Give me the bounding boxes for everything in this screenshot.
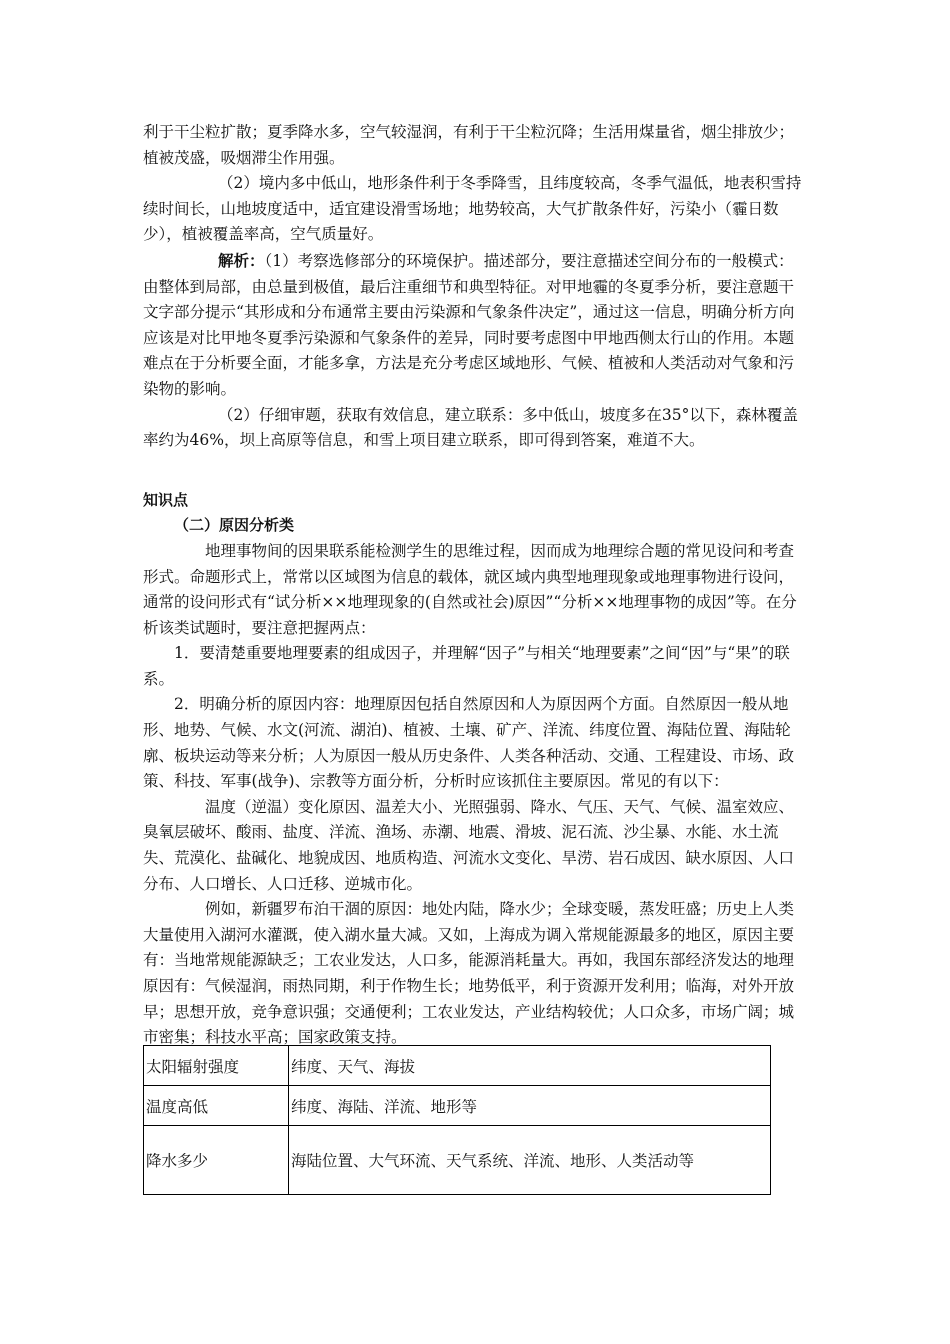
factor-table [143,1045,771,1195]
table-row [144,1046,771,1086]
analysis-text-1: （1）考察选修部分的环境保护。描述部分，要注意描述空间分布的一般模式：由整体到局部，由总量到极值，最后注重细节和典型特征。对甲地霾的冬夏季分析，要注意题干文字部分提示“其形成和分布通常主要由污染源和气象条件决定”，通过这一信息，明确分析方向应该是对比甲地冬夏季污染源和气象条件的差异，同时要考虑图中甲地西侧太行山的作用。本题难点在于分析要全面，才能多拿，方法是充分考虑区域地形、气候、植被和人类活动对气象和污染物的影响。 [143,251,795,398]
table-row [144,1126,771,1195]
analysis-paragraph-2: （2）仔细审题，获取有效信息，建立联系：多中低山，坡度多在35°以下，森林覆盖率约为46%，坝上高原等信息，和雪上项目建立联系，即可得到答案，难道不大。 [143,405,798,450]
analysis-label: 解析： [218,250,265,270]
table-cell-factor: 降水多少 [144,1126,289,1195]
knowledge-common-list: 温度（逆温）变化原因、温差大小、光照强弱、降水、气压、天气、气候、温室效应、臭氧层破坏、酸雨、盐度、洋流、渔场、赤潮、地震、滑坡、泥石流、沙尘暴、水能、水土流失、荒漠化、盐碱化、地貌成因、地质构造、河流水文变化、旱涝、岩石成因、缺水原因、人口分布、人口增长、人口迁移、逆城市化。 [143,797,795,893]
table-cell-causes: 海陆位置、大气环流、天气系统、洋流、地形、人类活动等 [289,1126,771,1195]
answer-paragraph-2: （2）境内多中低山，地形条件利于冬季降雪，且纬度较高，冬季气温低，地表积雪持续时间长，山地坡度适中，适宜建设滑雪场地；地势较高，大气扩散条件好，污染小（霾日数少），植被覆盖率高，空气质量好。 [143,174,802,244]
knowledge-example: 例如，新疆罗布泊干涸的原因：地处内陆，降水少；全球变暖，蒸发旺盛；历史上人类大量使用入湖河水灌溉，使入湖水量大减。又如，上海成为调入常规能源最多的地区，原因主要有：当地常规能源缺乏；工农业发达，人口多，能源消耗量大。再如，我国东部经济发达的地理原因有：气候湿润，雨热同期，利于作物生长；地势低平，利于资源开发利用；临海，对外开放早；思想开放，竞争意识强；交通便利；工农业发达，产业结构较优；人口众多，市场广阔；城市密集；科技水平高；国家政策支持。 [143,900,795,1047]
knowledge-point-2: 2．明确分析的原因内容：地理原因包括自然原因和人为原因两个方面。自然原因一般从地形、地势、气候、水文(河流、湖泊)、植被、土壤、矿产、洋流、纬度位置、海陆位置、海陆轮廓、板块运动等来分析；人为原因一般从历史条件、人类各种活动、交通、工程建设、市场、政策、科技、军事(战争)、宗教等方面分析，分析时应该抓住主要原因。常见的有以下： [143,695,795,791]
analysis-paragraph-1 [143,248,803,403]
knowledge-subheading: （二）原因分析类 [174,516,295,535]
answer-paragraph-1-continued: 利于干尘粒扩散；夏季降水多，空气较湿润，有利于干尘粒沉降；生活用煤量省，烟尘排放少；植被茂盛，吸烟滞尘作用强。 [143,123,795,167]
document-body [143,120,803,1051]
table-cell-factor: 温度高低 [144,1086,289,1126]
knowledge-intro: 地理事物间的因果联系能检测学生的思维过程，因而成为地理综合题的常见设问和考查形式。命题形式上，常常以区域图为信息的载体，就区域内典型地理现象或地理事物进行设问，通常的设问形式有“试分析××地理现象的(自然或社会)原因”“分析××地理事物的成因”等。在分析该类试题时，要注意把握两点： [143,541,797,637]
table-cell-causes: 纬度、天气、海拔 [289,1046,771,1086]
section-gap [143,454,803,488]
knowledge-point-1: 1．要清楚重要地理要素的组成因子，并理解“因子”与相关“地理要素”之间“因”与“果”的联系。 [143,644,790,688]
table-row [144,1086,771,1126]
knowledge-heading: 知识点 [143,490,189,509]
table-cell-factor: 太阳辐射强度 [144,1046,289,1086]
table-cell-causes: 纬度、海陆、洋流、地形等 [289,1086,771,1126]
